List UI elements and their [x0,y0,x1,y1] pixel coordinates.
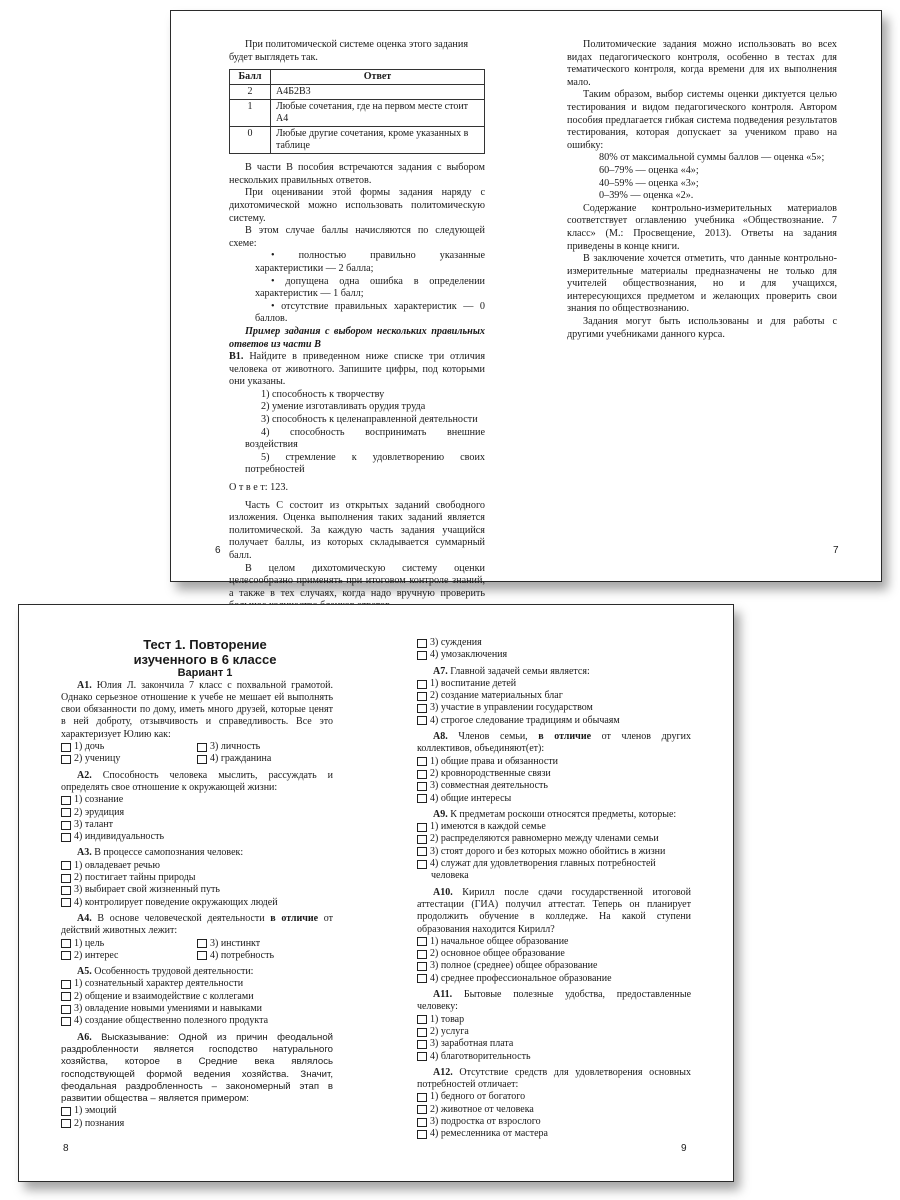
answer-option[interactable] [417,846,691,858]
answer-option[interactable] [61,872,333,884]
question-label: А2. [77,769,92,781]
option-label: 1) цель [74,937,105,949]
option-label: 3) инстинкт [210,937,261,949]
score-table [229,69,485,154]
answer-option[interactable] [417,637,691,649]
page-6-column [229,39,485,613]
checkbox[interactable] [61,743,71,752]
checkbox[interactable] [197,951,207,960]
option-label: 3) заработная плата [430,1038,514,1050]
score-cell: 1 [230,100,271,127]
paragraph: Часть С состоит из открытых заданий свободного изложения. Оценка выполнения таких заданий является политомической. За каждую часть задания учащийся получает баллы, из которых складывается суммарный балл. [229,499,485,561]
option-label: 3) стоят дорого и без которых можно обойтись в жизни [430,845,666,857]
option-label: 2) животное от человека [430,1103,534,1115]
score-header: Балл [230,70,271,85]
question-text: В основе человеческой деятельности [97,912,271,924]
question-label: А5. [77,966,92,978]
question-a3 [61,847,333,859]
answer-option[interactable] [61,897,333,909]
answer-option[interactable] [417,936,691,948]
answer-option[interactable] [61,819,333,831]
option-label: 2) кровнородственные связи [430,767,551,779]
question-text: от действий животных лежит: [61,912,333,937]
answer-option[interactable] [197,938,333,950]
paragraph: В части В пособия встречаются задания с выбором нескольких правильных ответов. [229,162,485,186]
checkbox[interactable] [417,937,427,946]
option-label: 1) воспитание детей [430,677,517,689]
answer-cell: Любые другие сочетания, кроме указанных в таблице [271,127,485,154]
answer-option[interactable] [417,858,691,870]
page-number: 9 [681,1143,687,1154]
answer-label: О т в е т [229,482,265,494]
question-text: Способность человека мыслить, рассуждать и определять свое отношение к окружающей жизни: [61,769,334,793]
checkbox[interactable] [417,704,427,713]
checkbox[interactable] [417,847,427,856]
answer-option[interactable] [197,950,333,962]
paragraph: Таким образом, выбор системы оценки диктуется целью тестирования и видом педагогического контроля. Автором пособия предлагается гибкая система подведения результатов тестирования, которая допускает за учеником право на ошибку: [567,89,837,151]
answer-option[interactable] [61,1118,333,1130]
score-table-header [230,70,485,85]
question-label: А3. [77,847,92,859]
option-label: 3) талант [74,818,113,830]
option-label: 4) контролирует поведение окружающих людей [74,896,278,908]
answer-option[interactable] [61,950,197,962]
checkbox[interactable] [61,939,71,948]
answer-value: : 123. [264,482,288,494]
answer-option[interactable] [417,1051,691,1063]
checkbox[interactable] [417,1015,427,1024]
page-number: 6 [215,545,221,556]
option-label: 2) познания [74,1117,125,1129]
checkbox[interactable] [197,755,207,764]
option-continuation: человека [431,870,469,882]
checkbox[interactable] [61,874,71,883]
option-label: 4) служат для удовлетворения главных потребностей [430,858,656,870]
answer-option[interactable] [417,960,691,972]
question-label: А9. [433,808,448,820]
page-9-column [417,637,691,1141]
option-label: 4) потребность [210,949,275,961]
checkbox[interactable] [61,886,71,895]
list-item: 4) способность воспринимать внешние воздействия [245,426,485,451]
answer-option[interactable] [417,821,691,833]
checkbox[interactable] [417,860,427,869]
answer-option[interactable] [61,860,333,872]
score-cell: 0 [230,127,271,154]
question-text: Главной задачей семьи является: [450,665,590,677]
question-text: Членов семьи, [458,731,539,743]
example-heading: Пример задания с выбором нескольких правильных ответов из части В [229,325,485,350]
option-label: 1) начальное общее образование [430,935,569,947]
answer-option[interactable] [197,741,333,753]
answer-option[interactable] [417,649,691,661]
list-item: 5) стремление к удовлетворению своих потребностей [245,451,485,476]
question-a11 [417,989,691,1014]
checkbox[interactable] [417,1118,427,1127]
answer-option[interactable] [61,978,333,990]
option-label: 4) создание общественно полезного продукта [74,1015,269,1027]
intro-line-1: При политомической системе оценка этого задания [245,39,469,50]
checkbox[interactable] [417,974,427,983]
question-a6 [61,1032,333,1106]
option-label: 3) выбирает свой жизненный путь [74,884,220,896]
question-text: В процессе самопознания человек: [94,847,244,859]
question-a12 [417,1067,691,1092]
checkbox[interactable] [197,743,207,752]
checkbox[interactable] [417,1028,427,1037]
option-label: 1) сознание [74,794,124,806]
answer-option[interactable] [197,753,333,765]
option-label: 1) бедного от богатого [430,1091,526,1103]
question-text: Отсутствие средств для удовлетворения основных потребностей отличает: [417,1066,692,1091]
grade-line: 40–59% — оценка «3»; [599,177,699,189]
option-label: 2) ученицу [74,753,121,765]
grade-line: 0–39% — оценка «2». [599,190,694,202]
question-label: А12. [433,1066,453,1078]
answer-option[interactable] [417,756,691,768]
checkbox[interactable] [417,680,427,689]
checkbox[interactable] [417,757,427,766]
question-a10 [417,887,691,936]
answer-option[interactable] [417,1104,691,1116]
answer-header: Ответ [271,70,485,85]
answer-option[interactable] [61,1105,333,1117]
answer-option[interactable] [417,690,691,702]
option-label: 3) участие в управлении государством [430,702,593,714]
page-number: 7 [833,545,839,556]
checkbox[interactable] [417,794,427,803]
question-label: А1. [77,679,92,691]
checkbox[interactable] [417,1040,427,1049]
option-label: 4) общие интересы [430,792,512,804]
answer-option[interactable] [61,741,197,753]
answer-option[interactable] [61,753,197,765]
option-label: 2) распределяются равномерно между членами семьи [430,833,659,845]
answer-option[interactable] [61,1003,333,1015]
checkbox[interactable] [197,939,207,948]
answer-option[interactable] [417,833,691,845]
answer-option[interactable] [61,831,333,843]
paragraph: При оценивании этой формы задания наряду с дихотомической можно использовать политомическую систему. [229,187,485,224]
paragraph: В этом случае баллы начисляются по следующей схеме: [229,225,485,249]
answer-option[interactable] [417,948,691,960]
answer-cell: Любые сочетания, где на первом месте стоит А4 [271,100,485,127]
checkbox[interactable] [417,835,427,844]
list-item: 2) умение изготавливать орудия труда [261,401,426,413]
page-number: 8 [63,1143,69,1154]
question-text: К предметам роскоши относятся предметы, которые: [450,808,677,820]
checkbox[interactable] [61,833,71,842]
test-title-line-1: Тест 1. Повторение [143,637,267,652]
answer-option[interactable] [61,884,333,896]
table-row [230,127,485,154]
question-a4 [61,913,333,938]
option-label: 4) гражданина [210,753,272,765]
bullet-item: • полностью правильно указанные характеристики — 2 балла; [255,250,485,274]
question-text: от членов других коллективов, объединяют(ет): [417,731,691,755]
answer-cell: А4Б2В3 [271,85,485,100]
option-label: 2) эрудиция [74,806,125,818]
checkbox[interactable] [417,1105,427,1114]
question-label: А4. [77,912,92,924]
question-a5 [61,966,333,978]
question-emphasis: в отличие [270,912,319,924]
page-7-column [567,39,837,341]
option-label: 3) овладение новыми умениями и навыками [74,1003,263,1015]
option-label: 4) индивидуальность [74,831,165,843]
question-a2 [61,770,333,795]
option-label: 2) основное общее образование [430,948,565,960]
answer-option[interactable] [417,1116,691,1128]
score-cell: 2 [230,85,271,100]
question-text: Особенность трудовой деятельности: [94,966,254,978]
checkbox[interactable] [61,1119,71,1128]
option-label: 1) общие права и обязанности [430,755,559,767]
table-row [230,100,485,127]
checkbox[interactable] [417,692,427,701]
paragraph: Содержание контрольно-измерительных материалов соответствует оглавлению учебника «Обществознание. 7 класс» (М.: Просвещение, 2013). Ответы на задания приведены в конце книги. [567,202,837,252]
bullet-text: полностью правильно указанные характеристики — 2 балла; [255,250,485,274]
question-text: Юлия Л. закончила 7 класс с похвальной грамотой. Однако серьезное отношение к учебе не мешает ей выполнять свои обязанности по дому, иметь много друзей, которые ценят в ней доброту, отзывчивость и справедливость. Все это характеризует Юлию как: [61,679,334,740]
grade-line: 80% от максимальной суммы баллов — оценка «5»; [599,152,825,164]
list-item: 3) способность к целенаправленной деятельности [261,414,478,426]
answer-option[interactable] [61,1015,333,1027]
checkbox[interactable] [417,782,427,791]
checkbox[interactable] [61,755,71,764]
question-emphasis: в отличие [538,731,592,743]
checkbox[interactable] [417,950,427,959]
intro-line-2: будет выглядеть так. [229,51,318,63]
top-book-spread [170,10,882,599]
option-label: 4) ремесленника от мастера [430,1128,548,1140]
answer-option[interactable] [417,1091,691,1103]
checkbox[interactable] [61,1005,71,1014]
option-label: 4) среднее профессиональное образование [430,972,612,984]
checkbox[interactable] [417,962,427,971]
answer-line [229,482,485,495]
checkbox[interactable] [417,1130,427,1139]
question-label: А7. [433,665,448,677]
checkbox[interactable] [61,808,71,817]
question-a8 [417,731,691,756]
checkbox[interactable] [61,980,71,989]
option-label: 2) постигает тайны природы [74,872,196,884]
bullet-text: отсутствие правильных характеристик — 0 баллов. [255,300,485,325]
answer-option[interactable] [417,1014,691,1026]
task-b1 [229,351,485,389]
option-label: 3) личность [210,741,261,753]
answer-option[interactable] [417,768,691,780]
checkbox[interactable] [417,716,427,725]
checkbox[interactable] [417,651,427,660]
page-8-column [61,637,333,1130]
checkbox[interactable] [61,951,71,960]
bullet-item: • отсутствие правильных характеристик — 0 баллов. [255,300,485,325]
checkbox[interactable] [61,861,71,870]
question-label: А11. [433,989,453,1001]
option-label: 4) строгое следование традициям и обычаям [430,714,620,726]
checkbox[interactable] [61,1107,71,1116]
answer-option[interactable] [417,973,691,985]
answer-option[interactable] [417,793,691,805]
question-label: А10. [433,886,453,898]
checkbox[interactable] [417,639,427,648]
checkbox[interactable] [61,1017,71,1026]
answer-option[interactable] [61,991,333,1003]
checkbox[interactable] [61,821,71,830]
bottom-book-spread [18,604,734,1182]
question-a9 [417,809,691,821]
option-label: 3) суждения [430,637,482,648]
option-label: 1) товар [430,1013,465,1025]
task-text: Найдите в приведенном ниже списке три отличия человека от животного. Запишите цифры, под которыми они указаны. [229,351,486,388]
option-label: 1) сознательный характер деятельности [74,978,244,990]
option-label: 4) благотворительность [430,1050,531,1062]
answer-option[interactable] [61,938,197,950]
test-title-line-2: изученного в 6 классе [133,652,277,667]
answer-option[interactable] [417,678,691,690]
checkbox[interactable] [61,796,71,805]
checkbox[interactable] [417,1093,427,1102]
option-label: 1) эмоций [74,1105,117,1117]
checkbox[interactable] [61,898,71,907]
option-label: 2) общение и взаимодействие с коллегами [74,990,254,1002]
grade-line: 60–79% — оценка «4»; [599,164,699,176]
checkbox[interactable] [417,770,427,779]
option-label: 2) интерес [74,949,119,961]
answer-option[interactable] [417,715,691,727]
table-row [230,85,485,100]
option-label: 2) услуга [430,1025,469,1037]
option-label: 2) создание материальных благ [430,690,563,702]
question-label: А6. [77,1031,92,1043]
answer-option[interactable] [61,794,333,806]
bullet-text: допущена одна ошибка в определении характеристик — 1 балл; [255,275,485,300]
option-label: 1) имеются в каждой семье [430,821,546,833]
checkbox[interactable] [417,823,427,832]
answer-option[interactable] [61,807,333,819]
option-label: 3) подростка от взрослого [430,1115,541,1127]
option-label: 3) полное (среднее) общее образование [430,960,598,972]
question-label: А8. [433,731,448,743]
option-label: 1) дочь [74,741,105,753]
list-item: 1) способность к творчеству [261,388,385,400]
checkbox[interactable] [417,1052,427,1061]
question-text: Высказывание: Одной из причин феодальной раздробленности является господство натурального хозяйства, которое в Средние века являлось господствующей формой ведения хозяйства. Значит, феодальная раздробленность – закономерный этап в развитии общества – является примером: [61,1031,334,1105]
question-text: Кирилл после сдачи государственной итоговой аттестации (ГИА) получил аттестат. Теперь он планирует продолжить обучение в колледже. На какой ступени образования находится Кирилл? [417,886,692,935]
question-a1 [61,680,333,741]
option-label: 1) овладевает речью [74,859,160,871]
option-label: 3) совместная деятельность [430,780,548,792]
answer-option[interactable] [417,1026,691,1038]
checkbox[interactable] [61,992,71,1001]
question-a7 [417,666,691,678]
paragraph: В заключение хочется отметить, что данные контрольно-измерительные материалы предназначены не только для учителей обществознания, но и для учащихся, интересующихся предметом и желающих проверить свои знания по обществознанию. [567,253,837,315]
answer-option[interactable] [417,702,691,714]
paragraph: Политомические задания можно использовать во всех видах педагогического контроля, особенно в тестах для тематического контроля, когда времени для их выполнения мало. [567,39,837,88]
question-text: Бытовые полезные удобства, предоставленные человеку: [417,989,692,1013]
bullet-item: • допущена одна ошибка в определении характеристик — 1 балл; [255,275,485,300]
answer-option[interactable] [417,1128,691,1140]
paragraph: Задания могут быть использованы и для работы с другими учебниками данного курса. [567,316,837,340]
task-label: В1. [229,351,244,363]
variant-heading: Вариант 1 [177,667,233,679]
answer-option[interactable] [417,1038,691,1050]
answer-option[interactable] [417,780,691,792]
paragraph: В целом дихотомическую систему оценки целесообразно применять при итоговом контроле знаний, а также в тех случаях, когда надо вручную проверить [229,562,485,599]
option-label: 4) умозаключения [430,649,508,661]
